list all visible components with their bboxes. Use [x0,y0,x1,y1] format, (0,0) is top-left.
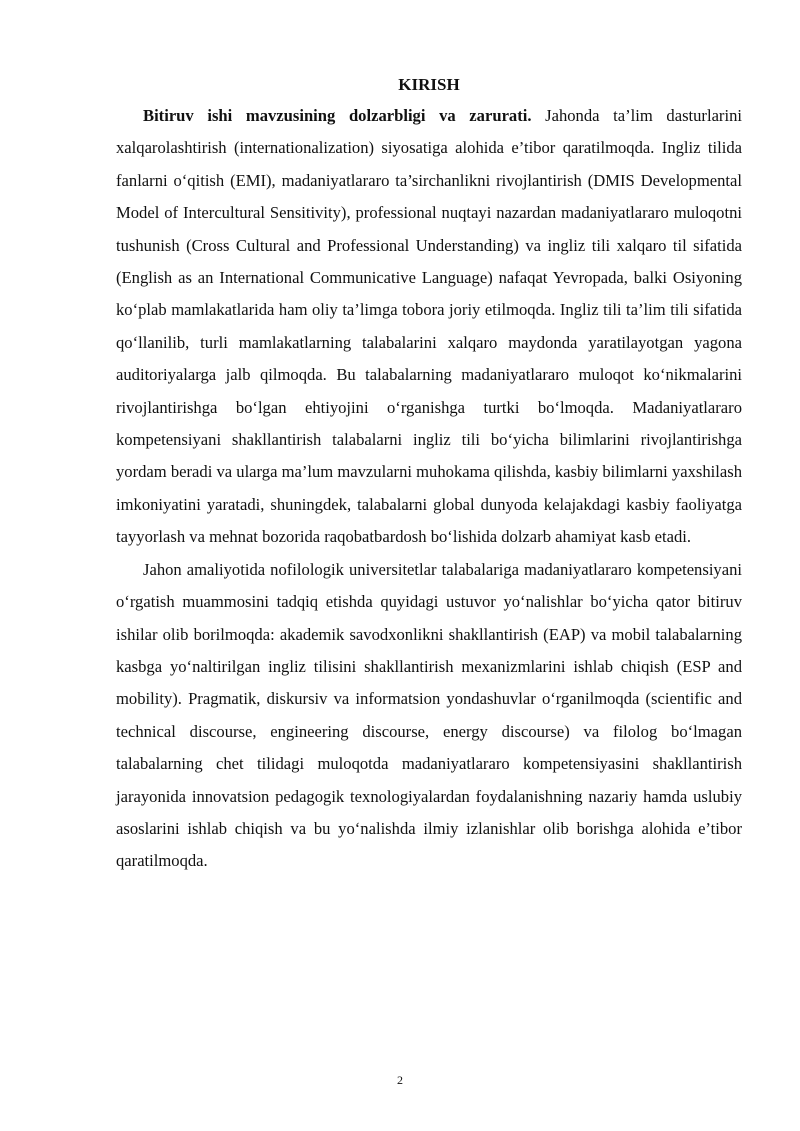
document-page [116,74,742,878]
paragraph-world-practice: Jahon amaliyotida nofilologik universitetlar talabalariga madaniyatlararo kompetensiyani o‘rgatish muammosini tadqiq etishda quyidagi ustuvor yo‘nalishlar bo‘yicha qator bitiruv ishilar olib borilmoqda: akademik savodxonlikni shakllantirish (EAP) va mobil talabalarning kasbga yo‘naltirilgan ingliz tilisini shakllantirish mexanizmlarini ishlab chiqish (ESP and mobility). Pragmatik, diskursiv va informatsion yondashuvlar o‘rganilmoqda (scientific and technical discourse, engineering discourse, energy discourse) va filolog bo‘lmagan talabalarning chet tilidagi muloqotda madaniyatlararo kompetensiyasini shakllantirish jarayonida innovatsion pedagogik texnologiyalardan foydalanishning nazariy hamda uslubiy asoslarini ishlab chiqish va bu yo‘nalishda ilmiy izlanishlar olib borishga alohida e’tibor qaratilmoqda. [116,559,742,871]
page-number: 2 [397,1073,403,1087]
page-heading: KIRISH [398,75,460,94]
paragraph-body: Jahonda ta’lim dasturlarini xalqarolashtirish (internationalization) siyosatiga alohida e’tibor qaratilmoqda. Ingliz tilida fanlarni o‘qitish (EMI), madaniyatlararo ta’sirchanlikni rivojlantirish (DMIS Developmental Model of Intercultural Sensitivity), professional nuqtayi nazardan madaniyatlararo muloqotni tushunish (Cross Cultural and Professional Understanding) va ingliz tili xalqaro til sifatida (English as an International Communicative Language) nafaqat Yevropada, balki Osiyoning ko‘plab mamlakatlarida ham oliy ta’limga tobora joriy etilmoqda. Ingliz tili ta’lim tili sifatida qo‘llanilib, turli mamlakatlarning talabalarini xalqaro maydonda yaratilayotgan yagona auditoriyalarga jalb qilmoqda. Bu talabalarning madaniyatlararo muloqot ko‘nikmalarini rivojlantirishga bo‘lgan ehtiyojini o‘rganishga turtki bo‘lmoqda. Madaniyatlararo kompetensiyani shakllantirish talabalarni ingliz tili bo‘yicha bilimlarini rivojlantirishga yordam beradi va ularga ma’lum mavzularni muhokama qilishda, kasbiy bilimlarni yaxshilash imkoniyatini yaratadi, shuningdek, talabalarni global dunyoda kelajakdagi kasbiy faoliyatga tayyorlash va mehnat bozorida raqobatbardosh bo‘lishida dolzarb ahamiyat kasb etadi. [116,106,742,547]
paragraph-lead: Bitiruv ishi mavzusining dolzarbligi va zarurati. [143,106,532,125]
paragraph-relevance [116,100,742,554]
